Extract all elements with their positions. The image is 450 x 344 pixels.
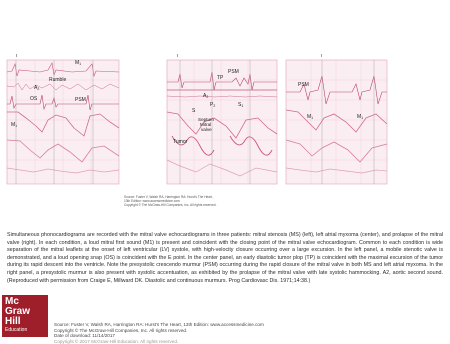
left-i-marker: I: [16, 53, 18, 58]
bottom-source-block: [54, 322, 444, 344]
septum-mitral-line-3: valve: [201, 127, 212, 132]
right-panel: [286, 53, 387, 184]
os-label: OS: [30, 96, 38, 102]
p2-label: $P_2$: [210, 102, 216, 109]
figure-source-line-3: Copyright © The McGraw-Hill Companies, Inc. All rights reserved.: [124, 203, 217, 207]
logo-line-1: Mc: [5, 296, 19, 307]
tp-label: TP: [217, 75, 224, 81]
center-a2-label: $A_2$: [203, 93, 209, 100]
right-i-marker: I: [321, 53, 323, 58]
figure-source-line-2: 13th Edition: www.accessmedicine.com: [124, 199, 180, 203]
right-psm-label: PSM: [298, 82, 309, 88]
logo-line-4: Education: [5, 327, 28, 333]
tumor-label: Tumor: [173, 139, 188, 145]
s-label: S: [192, 108, 196, 114]
septum-mitral-line-1: Septum: [198, 117, 214, 122]
mcgraw-hill-logo: [2, 295, 48, 337]
left-panel: [7, 53, 119, 184]
bottom-source-line-1: Source: Fuster V, Walsh RA, Harrington RA: Hurst's The Heart, 13th Edition: www.accessmedicine.com: [54, 322, 264, 327]
figure-source-note: [124, 195, 217, 207]
s1-label: $S_1$: [238, 102, 244, 109]
figure-source-line-1: Source: Fuster V, Walsh RA, Harrington RA: Hurst's The Heart,: [124, 195, 213, 199]
figure-caption: Simultaneous phonocardiograms are recorded with the mitral valve echocardiograms in three patients: mitral stenosis (MS) (left), left atrial myxoma (center), and prolapse of the mitral valve (right). In each condition, a loud mitral first sound (M1) is present and coincident with the closing point of the mitral valve echocardiogram. Common to each condition is wide separation of the mitral leaflets at the onset of left ventricular (LV) systole, with high-velocity closure occurring over a large excursion. In the left panel, a mobile stenotic valve is demonstrated, and a loud opening snap (OS) is coincident with the E point. In the center panel, an early diastolic tumor plop (TP) is coincident with the maximal excursion of the tumor during its rapid descent into the ventricle. Note the presystolic crescendo murmur (PSM) occurring during the rapid closure of the mitral valve in both MS and left atrial myxoma. In the right panel, a presystolic murmur is also present with systolic accentuation, as exhibited by the prolapse of the mitral valve with late systolic hammocking. A2, aortic second sound. (Reproduced with permission from Craige E, Millward DK. Diastolic and continuous murmurs. Prog Cardiovasc Dis. 1971;14:38.): [7, 232, 443, 284]
logo-line-2: Graw: [5, 306, 31, 317]
center-panel: [167, 53, 277, 184]
septum-mitral-line-2: Mitral: [200, 122, 212, 127]
left-psm-label: PSM: [75, 97, 86, 103]
logo-line-3: Hill: [5, 316, 21, 327]
bottom-source-line-2: Copyright © The McGraw-Hill Companies, Inc. All rights reserved.: [54, 327, 188, 333]
left-m1-side-label: $M_1$: [11, 122, 18, 129]
right-m1-label-a: $M_1$: [307, 114, 314, 121]
right-m1-label-b: $M_1$: [357, 114, 364, 121]
left-a2-label: $A_2$: [34, 85, 40, 92]
center-psm-label: PSM: [228, 69, 239, 75]
center-i-marker: I: [177, 53, 179, 58]
bottom-source-line-4: Copyright © 2017 McGraw-Hill Education. All rights reserved.: [54, 338, 179, 344]
bottom-source-line-3: Date of download: 11/14/2017: [54, 333, 115, 339]
rumble-label: Rumble: [49, 77, 67, 83]
left-m1-top-label: $M_1$: [75, 60, 82, 67]
